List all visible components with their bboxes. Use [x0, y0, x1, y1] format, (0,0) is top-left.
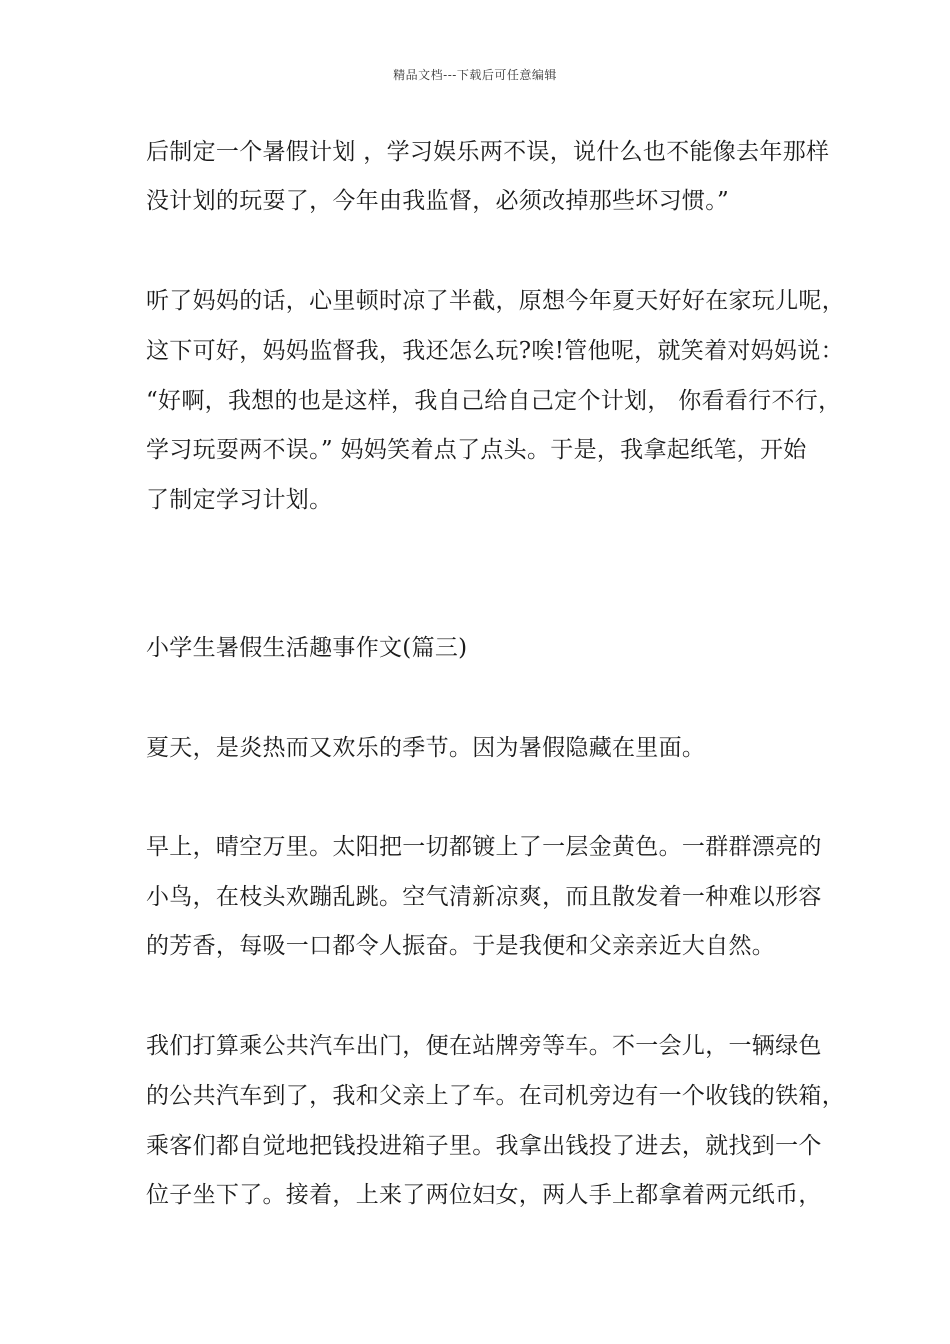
paragraph-1-line-1: 后制定一个暑假计划 ，学习娱乐两不误，说什么也不能像去年那样 — [146, 139, 830, 165]
section-heading: 小学生暑假生活趣事作文(篇三) — [146, 635, 468, 661]
page-header: 精品文档---下载后可任意编辑 — [393, 68, 557, 82]
paragraph-2-line-2: 这下可好，妈妈监督我，我还怎么玩?唉!管他呢，就笑着对妈妈说： — [146, 338, 844, 364]
paragraph-5-line-1: 我们打算乘公共汽车出门，便在站牌旁等车。不一会儿，一辆绿色 — [146, 1033, 822, 1059]
paragraph-2-line-4: 学习玩耍两不误。” 妈妈笑着点了点头。于是，我拿起纸笔，开始 — [146, 437, 807, 463]
paragraph-4-line-2: 小鸟，在枝头欢蹦乱跳。空气清新凉爽，而且散发着一种难以形容 — [146, 884, 822, 910]
paragraph-1-line-2: 没计划的玩耍了，今年由我监督，必须改掉那些坏习惯。” — [146, 188, 730, 214]
paragraph-2-line-5: 了制定学习计划。 — [146, 487, 333, 513]
paragraph-2-line-1: 听了妈妈的话，心里顿时凉了半截，原想今年夏天好好在家玩儿呢， — [146, 288, 845, 314]
paragraph-5-line-2: 的公共汽车到了，我和父亲上了车。在司机旁边有一个收钱的铁箱， — [146, 1083, 845, 1109]
paragraph-5-line-4: 位子坐下了。接着，上来了两位妇女，两人手上都拿着两元纸币， — [146, 1182, 822, 1208]
paragraph-3-line-1: 夏天，是炎热而又欢乐的季节。因为暑假隐藏在里面。 — [146, 735, 706, 761]
paragraph-2-line-3: “好啊，我想的也是这样，我自己给自己定个计划， 你看看行不行， — [146, 388, 842, 414]
paragraph-5-line-3: 乘客们都自觉地把钱投进箱子里。我拿出钱投了进去，就找到一个 — [146, 1133, 822, 1159]
paragraph-4-line-1: 早上，晴空万里。太阳把一切都镀上了一层金黄色。一群群漂亮的 — [146, 834, 822, 860]
paragraph-4-line-3: 的芳香，每吸一口都令人振奋。于是我便和父亲亲近大自然。 — [146, 933, 776, 959]
